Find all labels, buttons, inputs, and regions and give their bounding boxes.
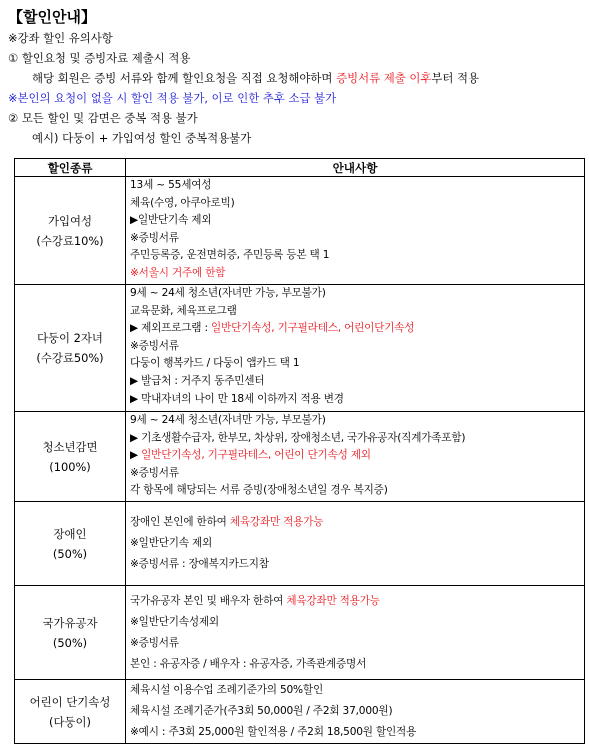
info-text: 교육문화, 체육프로그램 <box>130 304 237 317</box>
info-text: ※증빙서류 : 장애복지카드지참 <box>130 558 269 570</box>
info-line <box>130 465 584 483</box>
info-highlight: 체육강좌만 적용가능 <box>229 516 324 528</box>
info-line <box>130 680 584 701</box>
notice-title: 【할인안내】 <box>8 8 96 26</box>
discount-rate: (50%) <box>52 635 88 650</box>
discount-table <box>14 158 585 744</box>
info-text: ※증빙서류 <box>130 231 179 244</box>
discount-kind: 어린이 단기속성 <box>29 694 111 709</box>
info-line <box>130 355 584 373</box>
info-line <box>130 177 584 195</box>
discount-rate: (다둥이) <box>49 714 91 729</box>
table-row <box>15 680 585 744</box>
info-text: 본인 : 유공자증 / 배우자 : 유공자증, 가족관계증명서 <box>130 657 367 670</box>
info-line <box>130 247 584 265</box>
notice-item-1-text-a: 해당 회원은 증빙 서류와 함께 할인요청을 직접 요청해야하며 <box>32 71 337 85</box>
info-line <box>130 265 584 283</box>
info-line <box>130 512 584 533</box>
notice-item-1-text-b: 부터 적용 <box>431 71 479 85</box>
discount-kind: 장애인 <box>53 526 87 541</box>
info-text: 13세 ~ 55세여성 <box>130 179 212 191</box>
info-highlight: 일반단기속성, 기구필라테스, 어린이단기속성 <box>211 322 415 335</box>
discount-kind-cell <box>15 586 126 680</box>
discount-kind: 다둥이 2자녀 <box>37 331 103 345</box>
info-line <box>130 722 584 743</box>
discount-kind-cell <box>15 680 126 744</box>
info-line <box>130 373 584 391</box>
info-line <box>130 654 584 675</box>
info-line <box>130 412 584 430</box>
info-text: ▶ 막내자녀의 나이 만 18세 이하까지 적용 변경 <box>130 392 344 405</box>
notice-subtitle: ※강좌 할인 유의사항 <box>8 31 113 45</box>
discount-info-cell <box>126 285 585 412</box>
discount-info-cell <box>126 680 585 744</box>
discount-kind-cell <box>15 177 126 285</box>
info-line <box>130 338 584 356</box>
info-line <box>130 482 584 500</box>
info-text: ▶ 제외프로그램 : <box>130 322 212 335</box>
discount-rate: (수강료10%) <box>36 233 104 248</box>
discount-rate: (수강료50%) <box>36 351 104 365</box>
info-line <box>130 591 584 612</box>
table-row <box>15 285 585 412</box>
info-text: 다둥이 행복카드 / 다둥이 앱카드 택 1 <box>130 357 300 370</box>
info-line <box>130 430 584 448</box>
discount-kind: 가입여성 <box>47 213 92 228</box>
notice-item-2-head: ② 모든 할인 및 감면은 중복 적용 불가 <box>8 111 198 125</box>
notice-item-1-head: ① 할인요청 및 증빙자료 제출시 적용 <box>8 51 191 65</box>
info-text: ※일반단기속성제외 <box>130 615 219 628</box>
info-text: 각 항목에 해당되는 서류 증빙(장애청소년일 경우 복지증) <box>130 484 388 497</box>
discount-info-cell <box>126 177 585 285</box>
info-line <box>130 320 584 338</box>
table-header-row <box>15 159 585 177</box>
discount-rate: (50%) <box>52 546 88 561</box>
info-text: ※증빙서류 <box>130 636 179 649</box>
notice-item-2-example: 예시) 다둥이 + 가입여성 할인 중복적용불가 <box>32 131 252 145</box>
info-text: 체육시설 조례기준가(주3회 50,000원 / 주2회 37,000원) <box>130 705 393 717</box>
info-text: ※증빙서류 <box>130 466 179 479</box>
notice-item-1-highlight: 증빙서류 제출 이후 <box>336 71 432 85</box>
table-row <box>15 177 585 285</box>
discount-kind: 청소년감면 <box>42 439 98 454</box>
info-text: 체육(수영, 아쿠아로빅) <box>130 196 235 209</box>
discount-kind: 국가유공자 <box>42 615 98 630</box>
info-text: 체육시설 이용수업 조례기준가의 50%할인 <box>130 684 323 696</box>
info-line <box>130 633 584 654</box>
info-line <box>130 533 584 554</box>
discount-notice <box>8 6 583 148</box>
discount-info-cell <box>126 502 585 586</box>
info-line <box>130 612 584 633</box>
info-line <box>130 285 584 303</box>
discount-rate: (100%) <box>49 459 91 474</box>
discount-info-cell <box>126 412 585 502</box>
table-row <box>15 586 585 680</box>
info-text: 9세 ~ 24세 청소년(자녀만 가능, 부모불가) <box>130 414 326 426</box>
info-line <box>130 554 584 575</box>
info-text: 주민등록증, 운전면허증, 주민등록 등본 택 1 <box>130 249 330 262</box>
info-text: ※증빙서류 <box>130 339 179 352</box>
table-row <box>15 412 585 502</box>
info-line <box>130 391 584 409</box>
info-line <box>130 303 584 321</box>
info-text: ▶ 발급처 : 거주지 동주민센터 <box>130 374 265 387</box>
info-line <box>130 701 584 722</box>
discount-info-cell <box>126 586 585 680</box>
discount-kind-cell <box>15 285 126 412</box>
info-highlight: ※서울시 거주에 한함 <box>130 266 226 279</box>
info-text: ▶일반단기속 제외 <box>130 214 212 227</box>
info-text: ▶ <box>130 449 142 462</box>
info-line <box>130 195 584 213</box>
discount-kind-cell <box>15 502 126 586</box>
info-line <box>130 212 584 230</box>
info-text: 국가유공자 본인 및 배우자 한하여 <box>130 594 287 607</box>
header-guide: 안내사항 <box>126 159 585 177</box>
info-highlight: 체육강좌만 적용가능 <box>286 594 380 607</box>
info-text: ※일반단기속 제외 <box>130 537 213 549</box>
discount-kind-cell <box>15 412 126 502</box>
notice-blue-note: ※본인의 요청이 없을 시 할인 적용 불가, 이로 인한 추후 소급 불가 <box>8 91 337 105</box>
info-text: 9세 ~ 24세 청소년(자녀만 가능, 부모불가) <box>130 287 326 299</box>
info-line <box>130 447 584 465</box>
info-text: 장애인 본인에 한하여 <box>130 516 230 528</box>
info-line <box>130 230 584 248</box>
header-discount-type: 할인종류 <box>15 159 126 177</box>
info-highlight: 일반단기속성, 기구필라테스, 어린이 단기속성 제외 <box>141 449 371 462</box>
info-text: ▶ 기초생활수급자, 한부모, 차상위, 장애청소년, 국가유공자(직계가족포함) <box>130 431 466 444</box>
table-row <box>15 502 585 586</box>
notice-item-1-body <box>8 68 583 88</box>
info-text: ※예시 : 주3회 25,000원 할인적용 / 주2회 18,500원 할인적용 <box>130 726 417 738</box>
